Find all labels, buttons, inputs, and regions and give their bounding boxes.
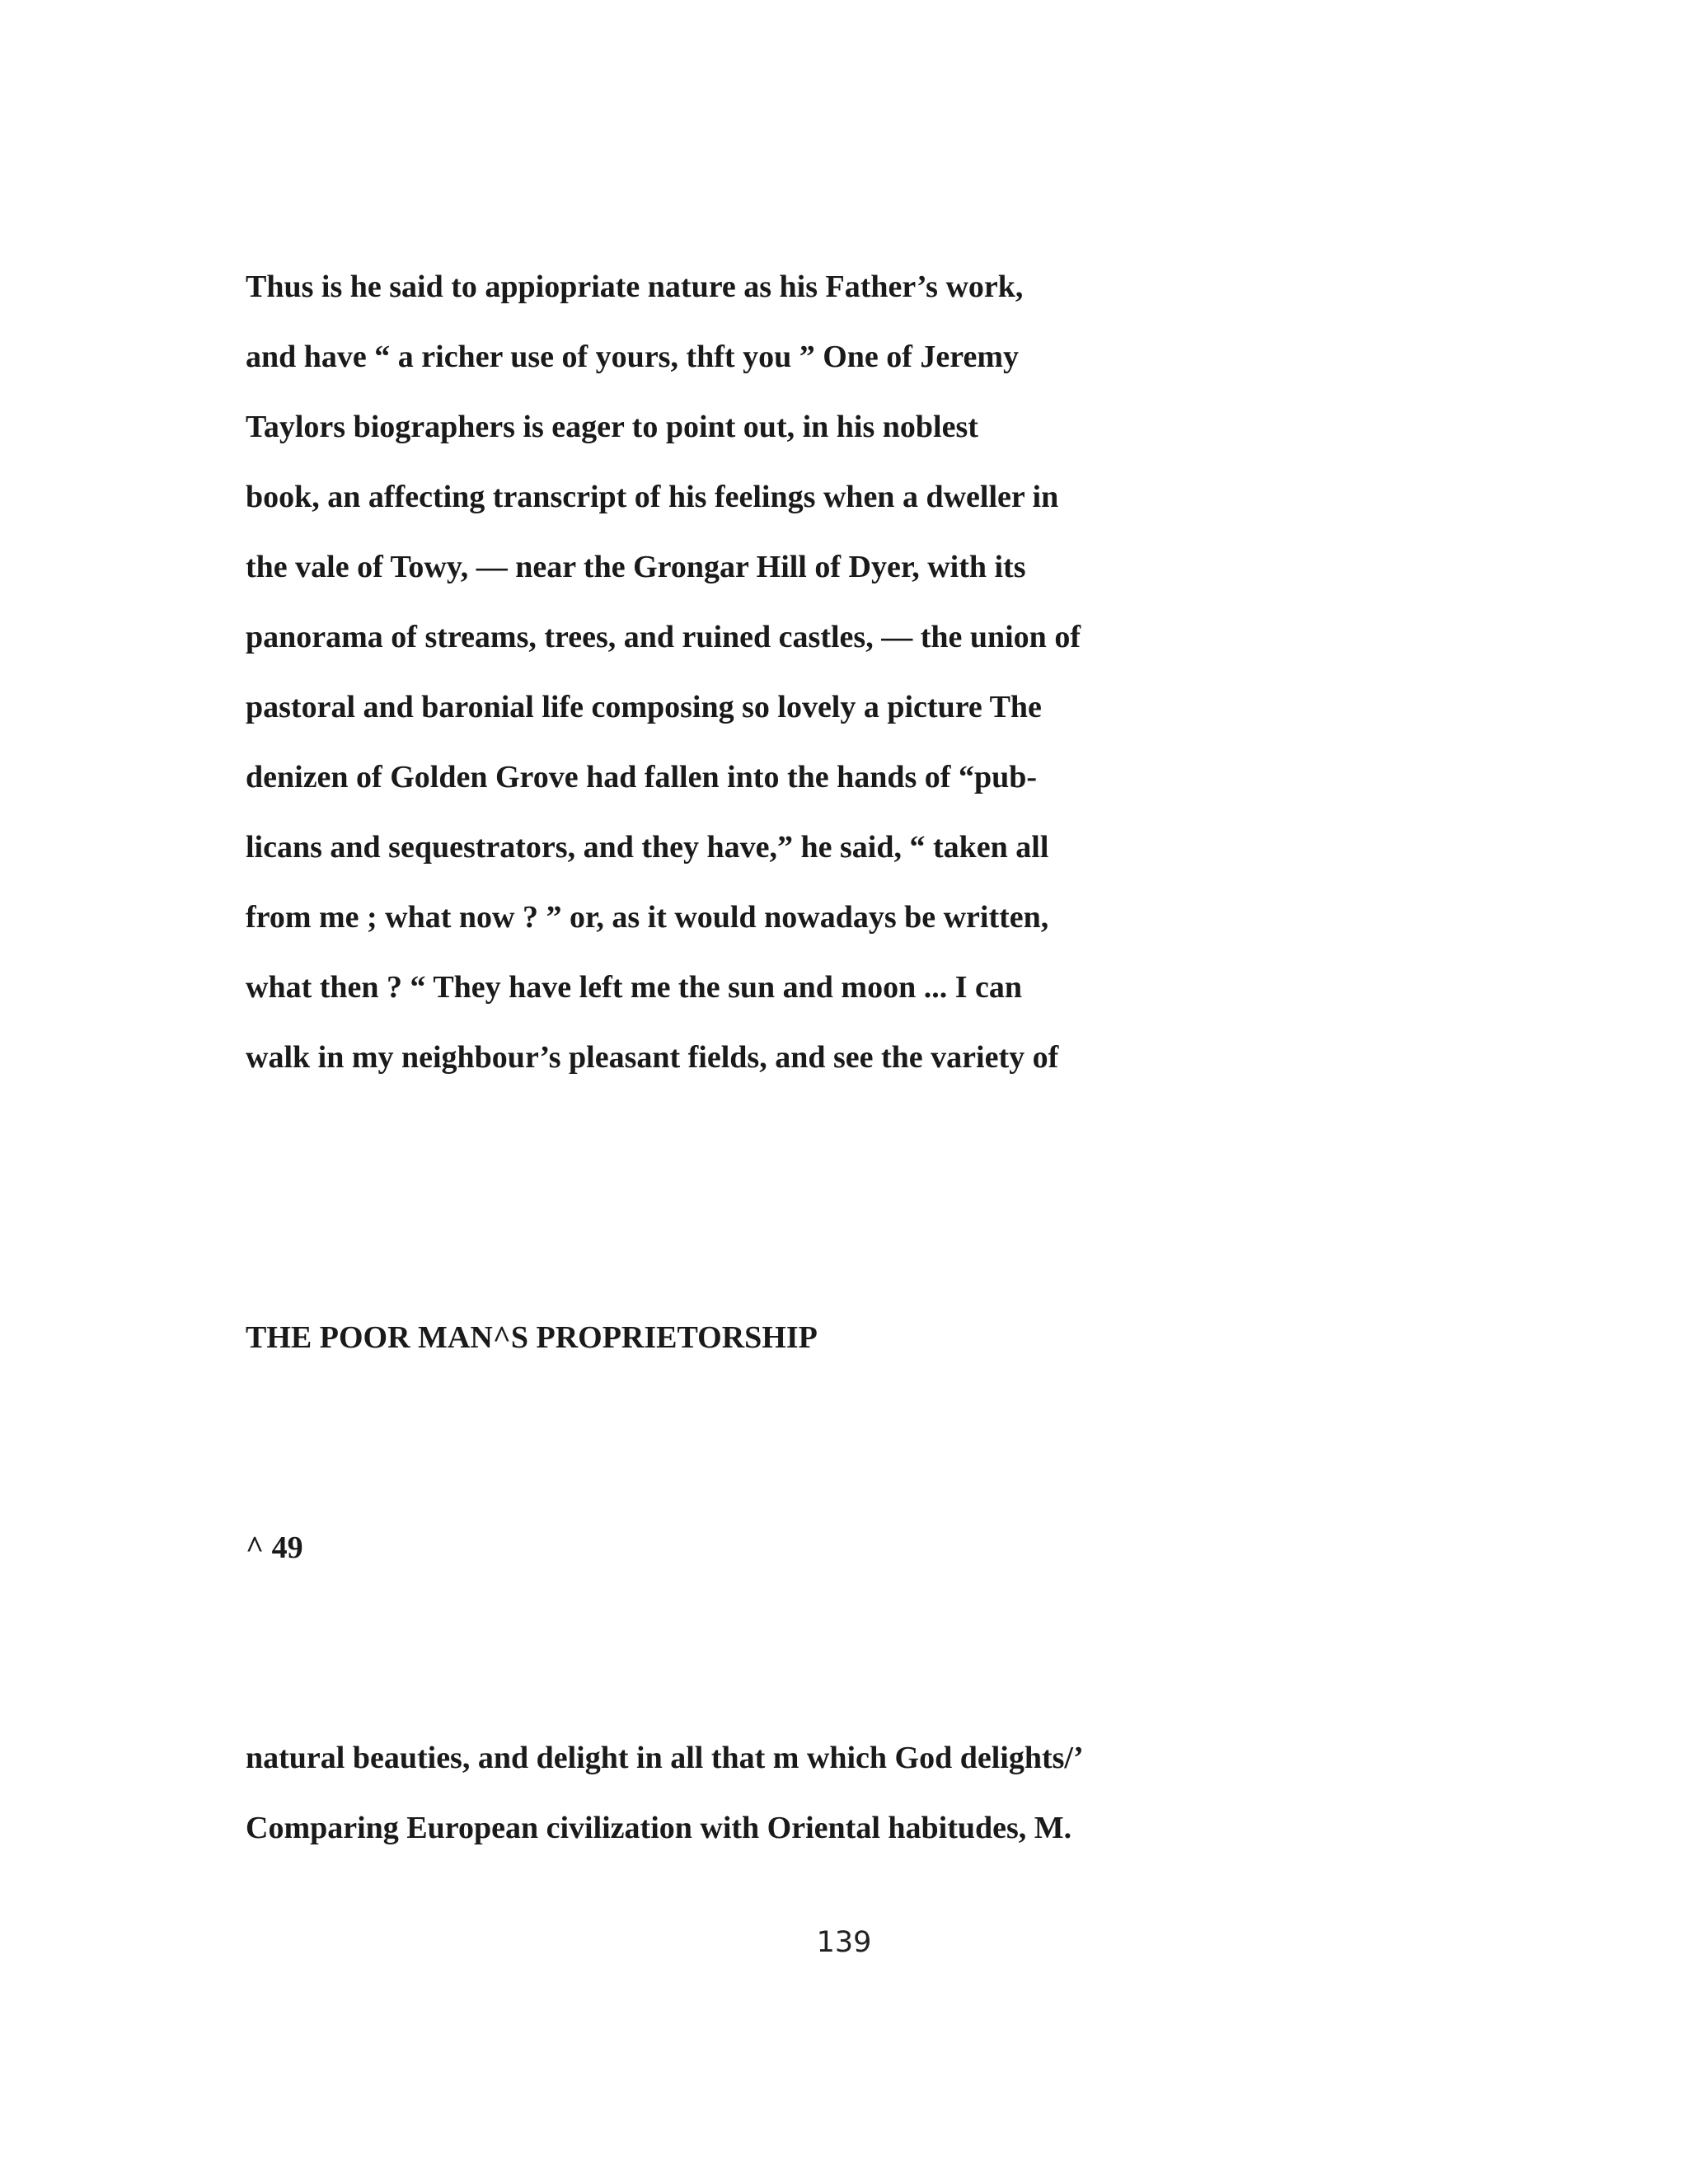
text-line: what then ? “ They have left me the sun and moon ... I can	[246, 970, 1022, 1005]
text-line: walk in my neighbour’s pleasant fields, and see the variety of	[246, 1040, 1059, 1075]
text-line: from me ; what now ? ” or, as it would nowadays be written,	[246, 900, 1049, 935]
running-header: THE POOR MAN^S PROPRIETORSHIP	[246, 1320, 818, 1355]
text-line: Thus is he said to appiopriate nature as his Father’s work,	[246, 269, 1024, 304]
text-line: Taylors biographers is eager to point out, in his noblest	[246, 410, 978, 444]
page-number: 139	[816, 1926, 872, 1959]
text-line: pastoral and baronial life composing so lovely a picture The	[246, 690, 1042, 724]
text-line: denizen of Golden Grove had fallen into the hands of “pub-	[246, 760, 1038, 794]
running-page-reference: ^ 49	[246, 1530, 303, 1565]
text-line: licans and sequestrators, and they have,” he said, “ taken all	[246, 830, 1049, 865]
text-line: the vale of Towy, — near the Grongar Hill of Dyer, with its	[246, 550, 1026, 584]
text-line: Comparing European civilization with Oriental habitudes, M.	[246, 1811, 1072, 1845]
text-line: natural beauties, and delight in all that m which God delights/’	[246, 1741, 1084, 1775]
text-line: book, an affecting transcript of his feelings when a dweller in	[246, 480, 1059, 514]
text-line: panorama of streams, trees, and ruined castles, — the union of	[246, 620, 1081, 654]
text-line: and have “ a richer use of yours, thft you ” One of Jeremy	[246, 340, 1019, 374]
